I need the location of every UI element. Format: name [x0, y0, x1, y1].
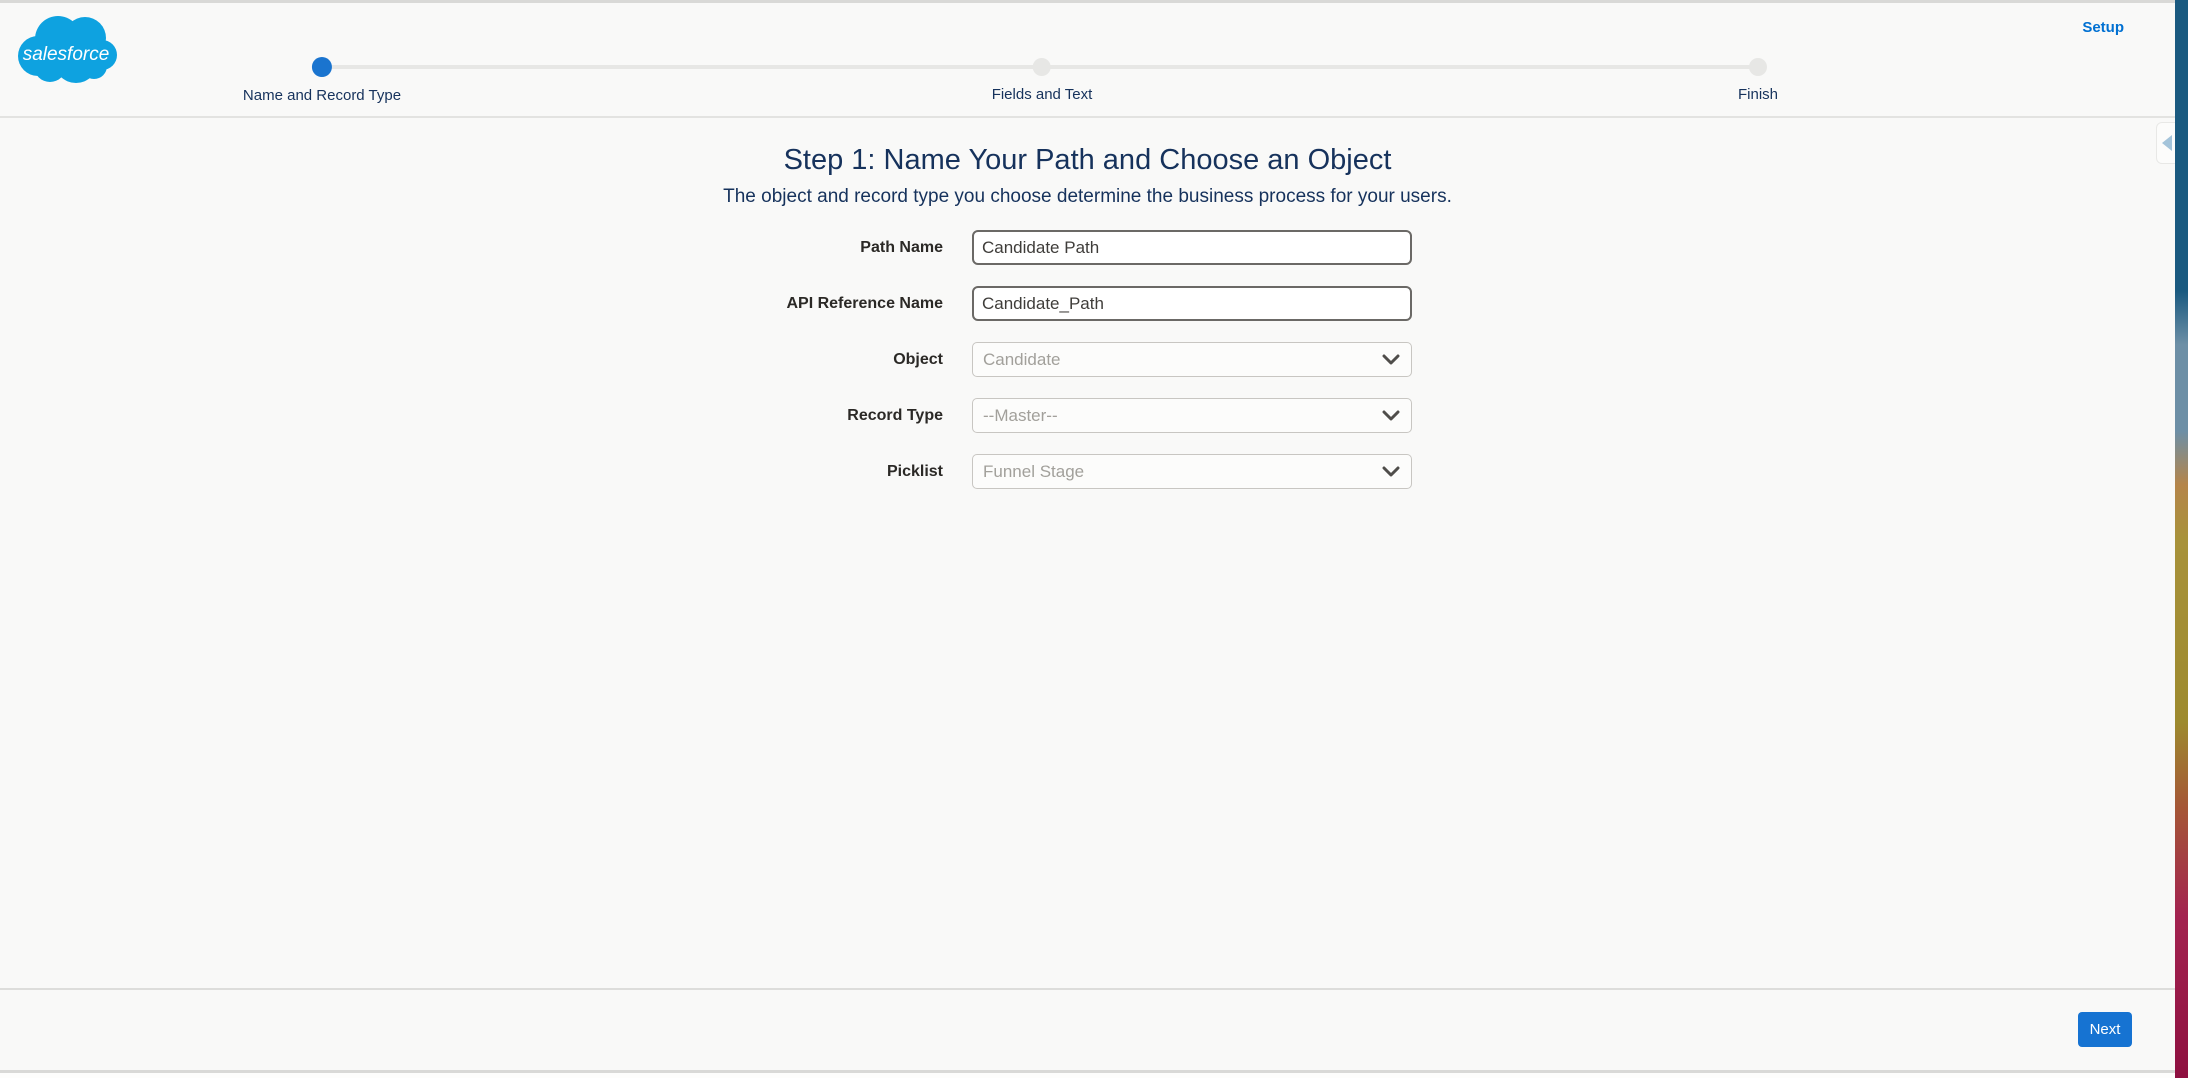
form-row-record-type: [0, 398, 2175, 433]
setup-link[interactable]: Setup: [2082, 19, 2124, 36]
api-reference-name-label: API Reference Name: [786, 295, 943, 312]
picklist-label: Picklist: [886, 463, 943, 480]
salesforce-logo-text: salesforce: [22, 44, 110, 65]
step-label: Finish: [1737, 86, 1779, 103]
object-select-value: Candidate: [983, 350, 1061, 369]
record-type-select-value: --Master--: [983, 406, 1058, 425]
footer: [0, 988, 2175, 1073]
step-finish[interactable]: [1738, 0, 1778, 103]
chevron-down-icon: [1382, 410, 1400, 422]
step-label: Name and Record Type: [242, 87, 402, 104]
header: [0, 0, 2175, 118]
path-name-label: Path Name: [860, 239, 943, 256]
chevron-down-icon: [1382, 466, 1400, 478]
object-select[interactable]: [972, 342, 1412, 377]
page-subtitle: The object and record type you choose determine the business process for your users.: [723, 186, 1452, 207]
record-type-select[interactable]: [972, 398, 1412, 433]
form-row-picklist: [0, 454, 2175, 489]
api-reference-name-input[interactable]: [972, 286, 1412, 321]
wizard-progress: [0, 0, 2175, 118]
chevron-down-icon: [1382, 354, 1400, 366]
background-page-edge: [2175, 0, 2188, 1078]
page-title: Step 1: Name Your Path and Choose an Object: [783, 144, 1392, 176]
step-dot: [1749, 58, 1767, 76]
step-name-and-record-type[interactable]: [243, 0, 401, 104]
top-border: [0, 0, 2188, 3]
path-name-input[interactable]: [972, 230, 1412, 265]
record-type-label: Record Type: [847, 407, 943, 424]
picklist-select-value: Funnel Stage: [983, 462, 1085, 481]
next-button[interactable]: Next: [2078, 1012, 2132, 1047]
chevron-left-icon: [2162, 135, 2172, 151]
form-row-api-reference-name: [0, 286, 2175, 321]
form-row-path-name: [0, 230, 2175, 265]
step-dot-active: [312, 57, 332, 77]
step-dot: [1033, 58, 1051, 76]
form-row-object: [0, 342, 2175, 377]
footer-bottom-strip: [0, 1073, 2175, 1078]
object-label: Object: [893, 351, 943, 368]
step-fields-and-text[interactable]: [992, 0, 1093, 103]
step-label: Fields and Text: [991, 86, 1093, 103]
picklist-select[interactable]: [972, 454, 1412, 489]
